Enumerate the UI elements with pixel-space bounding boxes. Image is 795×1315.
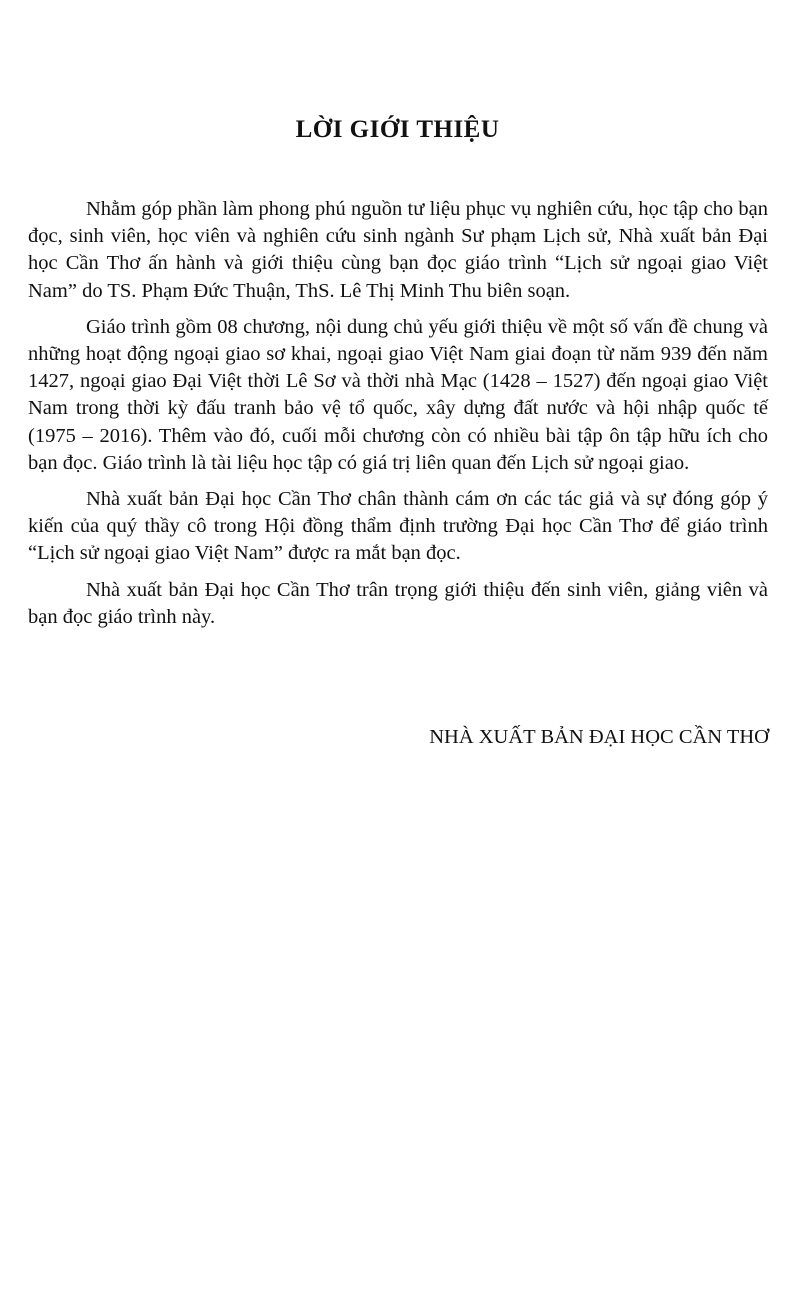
page-title: LỜI GIỚI THIỆU xyxy=(295,116,500,143)
paragraph-3: Nhà xuất bản Đại học Cần Thơ chân thành cám ơn các tác giả và sự đóng góp ý kiến của quý thầy cô trong Hội đồng thẩm định trường Đại học Cần Thơ để giáo trình “Lịch sử ngoại giao Việt Nam” được ra mắt bạn đọc. xyxy=(28,488,768,565)
paragraph-4: Nhà xuất bản Đại học Cần Thơ trân trọng giới thiệu đến sinh viên, giảng viên và bạn đọc giáo trình này. xyxy=(28,578,768,628)
body-text xyxy=(28,196,768,640)
publisher-signature: NHÀ XUẤT BẢN ĐẠI HỌC CẦN THƠ xyxy=(429,726,769,748)
paragraph-2: Giáo trình gồm 08 chương, nội dung chủ yếu giới thiệu về một số vấn đề chung và những hoạt động ngoại giao sơ khai, ngoại giao Việt Nam giai đoạn từ năm 939 đến năm 1427, ngoại giao Đại Việt thời Lê Sơ và thời nhà Mạc (1428 – 1527) đến ngoại giao Việt Nam trong thời kỳ đấu tranh bảo vệ tổ quốc, xây dựng đất nước và hội nhập quốc tế (1975 – 2016). Thêm vào đó, cuối mỗi chương còn có nhiều bài tập ôn tập hữu ích cho bạn đọc. Giáo trình là tài liệu học tập có giá trị liên quan đến Lịch sử ngoại giao. xyxy=(28,315,768,474)
paragraph-1: Nhằm góp phần làm phong phú nguồn tư liệu phục vụ nghiên cứu, học tập cho bạn đọc, sinh viên, học viên và nghiên cứu sinh ngành Sư phạm Lịch sử, Nhà xuất bản Đại học Cần Thơ ấn hành và giới thiệu cùng bạn đọc giáo trình “Lịch sử ngoại giao Việt Nam” do TS. Phạm Đức Thuận, ThS. Lê Thị Minh Thu biên soạn. xyxy=(28,198,768,302)
